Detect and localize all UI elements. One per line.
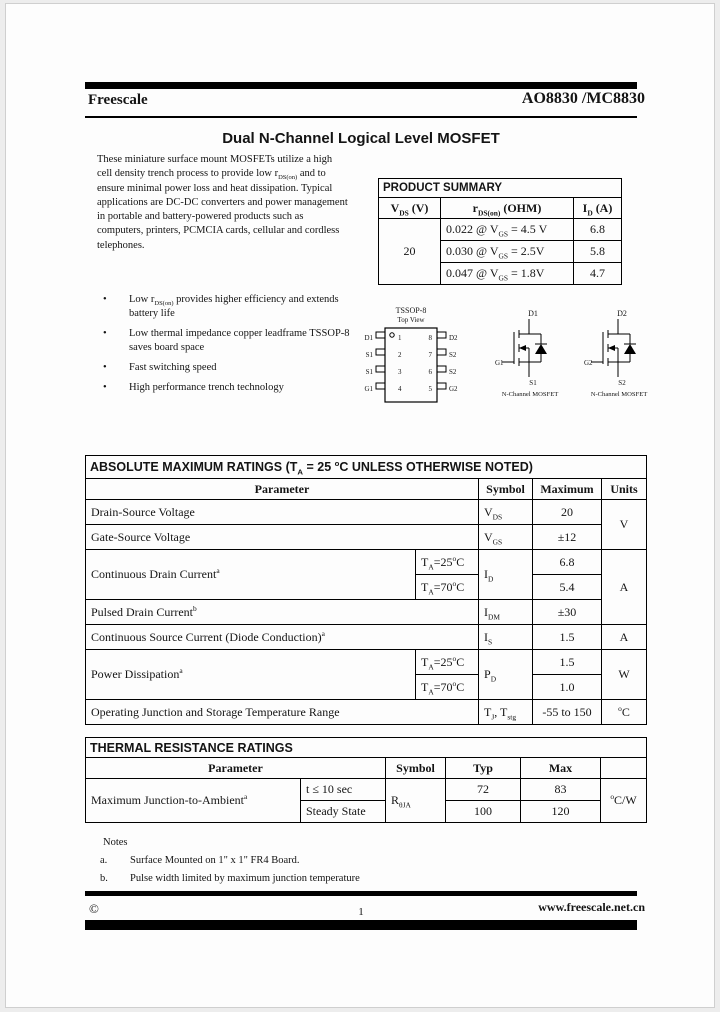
table-row [86,779,647,801]
mosfet-caption: N-Channel MOSFET [590,391,648,398]
gate-label: G2 [584,359,593,367]
abs-vgs-parameter: Gate-Source Voltage [86,525,479,550]
abs-temp-unit: $^o$C [602,700,647,725]
thermal-cond2: Steady State [301,801,386,823]
abs-vds-parameter: Drain-Source Voltage [86,500,479,525]
pin-label: D2 [449,334,458,342]
ps-rds-2: 0.030 @ $V_{GS} = 2.5V$ [441,241,574,263]
pin-number: 1 [398,334,402,342]
abs-header-parameter: Parameter [86,479,479,500]
bullet-icon: • [103,294,107,305]
abs-header-symbol: Symbol [479,479,533,500]
mosfet-symbol-1 [489,306,571,398]
abs-vgs-symbol: $V_{GS}$ [479,525,533,550]
package-view-label: Top View [397,316,425,324]
ps-vds-value: 20 [379,219,441,285]
feature-text: High performance trench technology [129,382,284,393]
top-rule-bar [85,82,637,89]
description-paragraph: These miniature surface mount MOSFETs utilize a high cell density trench process to provide low $r_{DS(on)}$ and to ensure minimal power loss and heat dissipation. Typical applications are DC-DC converters and power management in portable and battery-powered products such as computers, printers, PCMCIA cards, cellular and cordless telephones. [97,154,348,251]
thermal-cond1: t ≤ 10 sec [301,779,386,801]
source-label: S2 [618,379,626,387]
drain-label: D1 [528,309,538,318]
website-url: www.freescale.net.cn [538,900,645,914]
abs-id-max2: 5.4 [533,575,602,600]
table-row [379,219,622,241]
abs-id-symbol: $I_D$ [479,550,533,600]
bullet-icon: • [103,362,107,373]
pin-number: 8 [428,334,432,342]
abs-idm-parameter: Pulsed Drain Current$^b$ [86,600,479,625]
list-item [100,327,352,355]
table-row [86,700,647,725]
pin-number: 7 [428,351,432,359]
table-row [86,500,647,525]
abs-pd-max1: 1.5 [533,650,602,675]
note-item-b [100,873,360,884]
abs-is-unit: A [602,625,647,650]
ps-col-id: $I_D$ (A) [574,198,622,219]
copyright-icon: © [89,901,99,916]
ps-id-3: 4.7 [574,263,622,285]
feature-text: Low thermal impedance copper leadframe TSSOP-8 saves board space [129,328,350,353]
note-item-a [100,855,360,866]
abs-header-units: Units [602,479,647,500]
abs-is-maximum: 1.5 [533,625,602,650]
pin-label: S1 [365,368,373,376]
thermal-resistance-table [85,737,646,823]
note-label: a. [100,855,108,866]
drain-label: D2 [617,309,627,318]
product-summary-title: PRODUCT SUMMARY [379,179,622,198]
note-label: b. [100,873,108,884]
thermal-title: THERMAL RESISTANCE RATINGS [86,738,647,758]
notes-section [100,837,360,884]
source-label: S1 [529,379,537,387]
ps-rds-3: 0.047 @ $V_{GS} = 1.8V$ [441,263,574,285]
abs-temp-symbol: $T_J$, $T_{stg}$ [479,700,533,725]
brand-name: Freescale [88,92,148,108]
abs-pd-parameter: Power Dissipation$^a$ [86,650,416,700]
product-summary-table [378,178,621,285]
abs-max-title: ABSOLUTE MAXIMUM RATINGS ($T_A = 25$ $^o$C UNLESS OTHERWISE NOTED) [86,456,647,479]
abs-vds-maximum: 20 [533,500,602,525]
abs-vgs-maximum: ±12 [533,525,602,550]
pin-label: G1 [364,385,373,393]
thermal-typ2: 100 [446,801,521,823]
pin-number: 3 [398,368,402,376]
pin1-marker-icon [390,333,394,337]
thermal-unit: $^o$C/W [601,779,647,823]
feature-text: Low $r_{DS(on)}$ provides higher efficiency and extends battery life [129,294,339,319]
abs-pd-cond1: $T_A=25^oC$ [416,650,479,675]
abs-pd-symbol: $P_D$ [479,650,533,700]
part-number: AO8830 /MC8830 [521,90,645,107]
pin-number: 5 [428,385,432,393]
notes-heading: Notes [103,837,128,848]
abs-id-cond1: $T_A=25^oC$ [416,550,479,575]
abs-id-max1: 6.8 [533,550,602,575]
ps-id-2: 5.8 [574,241,622,263]
features-list [100,293,352,401]
ps-rds-1: 0.022 @ $V_{GS} = 4.5$ V [441,219,574,241]
pin-label: S2 [449,351,457,359]
abs-unit-a: A [602,550,647,625]
abs-idm-maximum: ±30 [533,600,602,625]
table-row [86,525,647,550]
abs-vds-symbol: $V_{DS}$ [479,500,533,525]
list-item [100,381,352,395]
thermal-typ1: 72 [446,779,521,801]
abs-id-parameter: Continuous Drain Current$^a$ [86,550,416,600]
abs-is-symbol: $I_S$ [479,625,533,650]
abs-unit-v: V [602,500,647,550]
table-row [86,625,647,650]
thermal-header-parameter: Parameter [86,758,386,779]
thermal-max2: 120 [521,801,601,823]
header-rule [85,116,637,118]
thermal-parameter: Maximum Junction-to-Ambient$^a$ [86,779,301,823]
ps-col-vds: $V_{DS}$ (V) [379,198,441,219]
abs-idm-symbol: $I_{DM}$ [479,600,533,625]
bullet-icon: • [103,382,107,393]
abs-pd-max2: 1.0 [533,675,602,700]
thermal-max1: 83 [521,779,601,801]
table-row [86,650,647,675]
pin-label: D1 [364,334,373,342]
mosfet-caption: N-Channel MOSFET [501,391,559,398]
abs-temp-parameter: Operating Junction and Storage Temperature Range [86,700,479,725]
bullet-icon: • [103,328,107,339]
thermal-header-typ: Typ [446,758,521,779]
table-row [86,600,647,625]
page-title: Dual N-Channel Logical Level MOSFET [222,130,500,147]
abs-is-parameter: Continuous Source Current (Diode Conduction)$^a$ [86,625,479,650]
list-item [100,361,352,375]
abs-unit-w: W [602,650,647,700]
footer-rule-bar [85,891,637,896]
absolute-maximum-ratings-table [85,455,646,725]
page-number: 1 [358,906,364,918]
pin-label: G2 [449,385,458,393]
package-name-label: TSSOP-8 [395,306,427,315]
pin-label: S2 [449,368,457,376]
feature-text: Fast switching speed [129,362,217,373]
pin-number: 6 [428,368,432,376]
note-text: Surface Mounted on 1" x 1" FR4 Board. [130,855,300,866]
thermal-header-units [601,758,647,779]
bottom-bar [85,920,637,930]
pin-number: 4 [398,385,402,393]
mosfet-symbol-2 [578,306,660,398]
abs-header-maximum: Maximum [533,479,602,500]
note-text: Pulse width limited by maximum junction temperature [130,873,360,884]
abs-id-cond2: $T_A=70^oC$ [416,575,479,600]
thermal-header-max: Max [521,758,601,779]
pin-number: 2 [398,351,402,359]
table-row [86,550,647,575]
list-item [100,293,352,321]
ps-id-1: 6.8 [574,219,622,241]
tssop8-package-diagram [350,303,472,407]
gate-label: G1 [495,359,504,367]
pin-label: S1 [365,351,373,359]
ps-col-rds: $r_{DS(on)}$ (OHM) [441,198,574,219]
abs-pd-cond2: $T_A=70^oC$ [416,675,479,700]
thermal-header-symbol: Symbol [386,758,446,779]
thermal-symbol: $R_{\theta JA}$ [386,779,446,823]
abs-temp-maximum: -55 to 150 [533,700,602,725]
